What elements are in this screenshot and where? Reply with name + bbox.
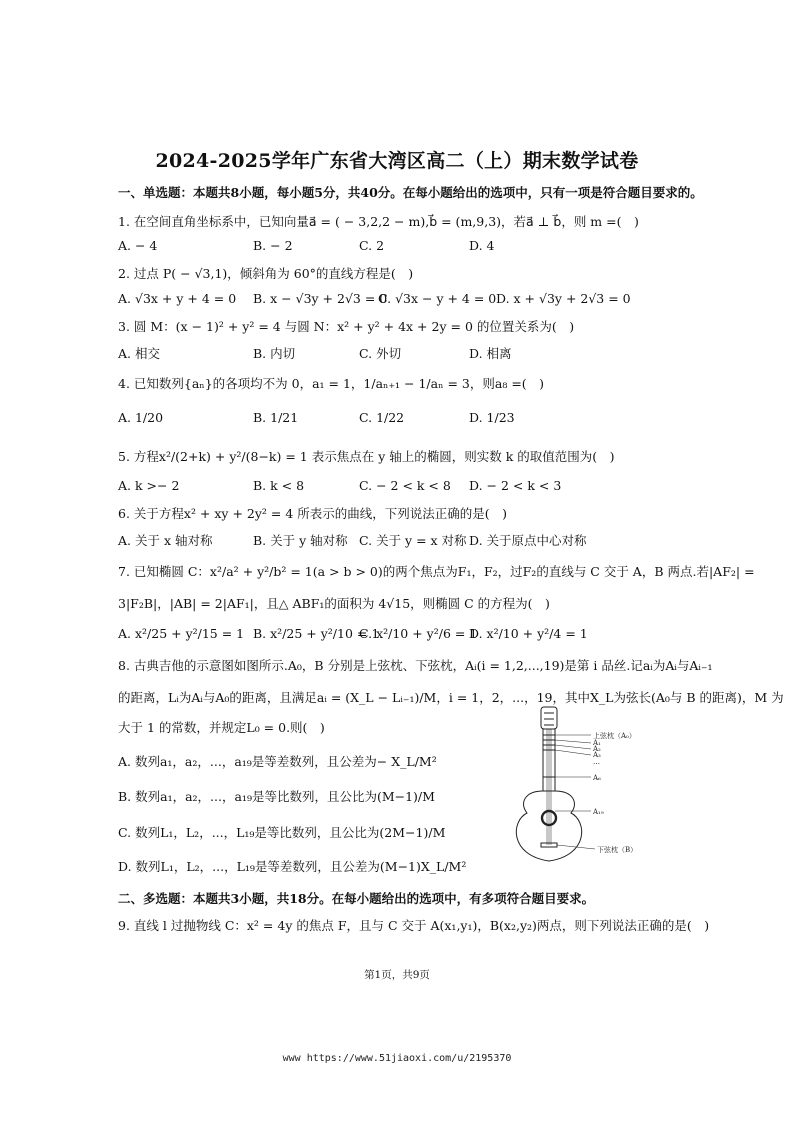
q2-option-a: A. √3x + y + 4 = 0 <box>118 291 237 306</box>
section-multiple-choice: 二、多选题：本题共3小题，共18分。在每小题给出的选项中，有多项符合题目要求。 <box>118 891 595 906</box>
q8-option-a: A. 数列a₁，a₂，...，a₁₉是等差数列，且公差为− X_L/M² <box>118 754 437 769</box>
guitar-figure <box>505 705 645 865</box>
question-9-stem: 9. 直线 l 过抛物线 C：x² = 4y 的焦点 F，且与 C 交于 A(x₁,y₁)，B(x₂,y₂)两点，则下列说法正确的是( ) <box>118 918 710 933</box>
question-8-stem-line1: 8. 古典吉他的示意图如图所示.A₀，B 分别是上弦枕、下弦枕，Aᵢ(i = 1,2,...,19)是第 i 品丝.记aᵢ为Aᵢ与Aᵢ₋₁ <box>118 658 713 673</box>
question-7-stem-line2: 3|F₂B|，|AB| = 2|AF₁|，且△ ABF₁的面积为 4√15，则椭圆 C 的方程为( ) <box>118 596 550 611</box>
label-a2: A₂ <box>593 745 601 753</box>
q7-option-d: D. x²/10 + y²/4 = 1 <box>469 626 588 641</box>
question-1-stem: 1. 在空间直角坐标系中，已知向量a⃗ = ( − 3,2,2 − m),b⃗ = (m,9,3)，若a⃗ ⊥ b⃗，则 m =( ) <box>118 214 639 229</box>
q6-option-b: B. 关于 y 轴对称 <box>253 533 348 548</box>
q5-option-c: C. − 2 < k < 8 <box>359 478 451 493</box>
q2-option-d: D. x + √3y + 2√3 = 0 <box>496 291 631 306</box>
q7-option-b: B. x²/25 + y²/10 = 1 <box>253 626 380 641</box>
q7-option-a: A. x²/25 + y²/15 = 1 <box>118 626 245 641</box>
watermark-url: www https://www.51jiaoxi.com/u/2195370 <box>282 1053 512 1064</box>
q1-option-d: D. 4 <box>469 238 495 253</box>
q3-option-b: B. 内切 <box>253 346 296 361</box>
q1-option-c: C. 2 <box>359 238 385 253</box>
guitar-headstock <box>541 707 557 729</box>
question-7-stem-line1: 7. 已知椭圆 C：x²/a² + y²/b² = 1(a > b > 0)的两个焦点为F₁，F₂，过F₂的直线与 C 交于 A，B 两点.若|AF₂| = <box>118 564 755 579</box>
label-dots: … <box>593 758 600 766</box>
question-2-stem: 2. 过点 P( − √3,1)，倾斜角为 60°的直线方程是( ) <box>118 266 414 281</box>
q4-option-b: B. 1/21 <box>253 410 299 425</box>
q4-option-a: A. 1/20 <box>118 410 164 425</box>
question-8-stem-line2: 的距离，Lᵢ为Aᵢ与A₀的距离，且满足aᵢ = (X_L − Lᵢ₋₁)/M，i = 1，2，...，19，其中X_L为弦长(A₀与 B 的距离)，M 为 <box>118 690 784 705</box>
q5-option-b: B. k < 8 <box>253 478 305 493</box>
q3-option-c: C. 外切 <box>359 346 402 361</box>
q4-option-d: D. 1/23 <box>469 410 515 425</box>
label-a1: A₁ <box>593 739 601 747</box>
q3-option-a: A. 相交 <box>118 346 160 361</box>
question-4-stem: 4. 已知数列{aₙ}的各项均不为 0，a₁ = 1，1/aₙ₊₁ − 1/aₙ = 3，则a₈ =( ) <box>118 376 545 391</box>
page-title: 2024-2025学年广东省大湾区高二（上）期末数学试卷 <box>155 150 639 172</box>
label-lower-nut: 下弦枕（B） <box>597 846 638 854</box>
question-6-stem: 6. 关于方程x² + xy + 2y² = 4 所表示的曲线，下列说法正确的是( ) <box>118 506 508 521</box>
q7-option-c: C. x²/10 + y²/6 = 1 <box>359 626 478 641</box>
q4-option-c: C. 1/22 <box>359 410 405 425</box>
q2-option-c: C. √3x − y + 4 = 0 <box>378 291 497 306</box>
q8-option-c: C. 数列L₁，L₂，...，L₁₉是等比数列，且公比为(2M−1)/M <box>118 825 446 840</box>
q3-option-d: D. 相离 <box>469 346 512 361</box>
q6-option-a: A. 关于 x 轴对称 <box>118 533 213 548</box>
q5-option-a: A. k >− 2 <box>118 478 180 493</box>
question-3-stem: 3. 圆 M：(x − 1)² + y² = 4 与圆 N：x² + y² + 4x + 2y = 0 的位置关系为( ) <box>118 319 575 334</box>
q8-option-d: D. 数列L₁，L₂，...，L₁₉是等差数列，且公差为(M−1)X_L/M² <box>118 859 467 874</box>
label-a6: A₆ <box>593 774 601 782</box>
q6-option-d: D. 关于原点中心对称 <box>469 533 587 548</box>
label-a19: A₁₉ <box>593 808 604 816</box>
q6-option-c: C. 关于 y = x 对称 <box>359 533 467 548</box>
section-single-choice: 一、单选题：本题共8小题，每小题5分，共40分。在每小题给出的选项中，只有一项是符合题目要求的。 <box>118 185 703 200</box>
question-5-stem: 5. 方程x²/(2+k) + y²/(8−k) = 1 表示焦点在 y 轴上的椭圆，则实数 k 的取值范围为( ) <box>118 449 615 464</box>
label-upper-nut: 上弦枕（A₀） <box>593 732 636 740</box>
q1-option-b: B. − 2 <box>253 238 293 253</box>
q1-option-a: A. − 4 <box>118 238 158 253</box>
label-a3: A₃ <box>593 751 601 759</box>
question-8-stem-line3: 大于 1 的常数，并规定L₀ = 0.则( ) <box>118 720 325 735</box>
q2-option-b: B. x − √3y + 2√3 = 0 <box>253 291 388 306</box>
q8-option-b: B. 数列a₁，a₂，...，a₁₉是等比数列，且公比为(M−1)/M <box>118 789 435 804</box>
q5-option-d: D. − 2 < k < 3 <box>469 478 562 493</box>
page-footer: 第1页，共9页 <box>364 969 430 981</box>
